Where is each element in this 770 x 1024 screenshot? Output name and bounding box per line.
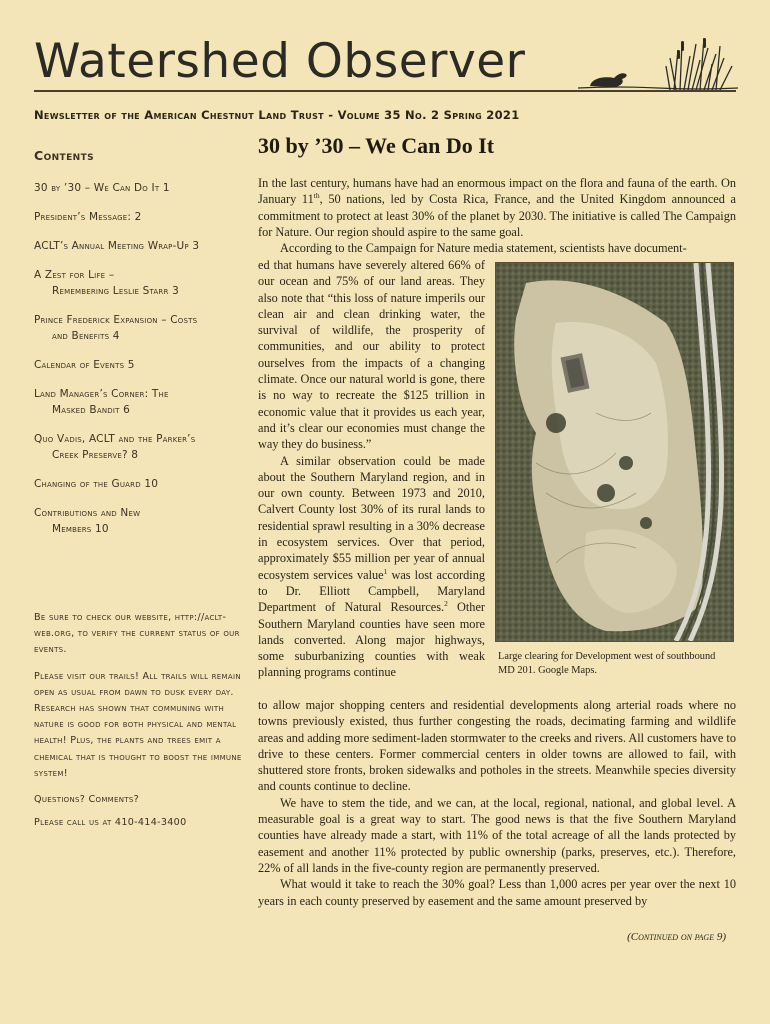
contents-item — [34, 267, 242, 299]
photo-caption: Large clearing for Development west of southbound MD 201. Google Maps. — [498, 651, 716, 676]
paragraph-1 — [258, 175, 736, 240]
contents-item-title: Prince Frederick Expansion – Costs — [34, 314, 198, 326]
aerial-clearing-image — [496, 263, 733, 641]
p3-superscript-1: 1 — [383, 566, 388, 576]
contents-item-continuation: Members 10 — [52, 523, 109, 535]
p3-text-a: A similar observation could be made about the Southern Maryland region, and in our own county. Between 1973 and 2010, Calvert County lost 30% of its rural lands to residential sprawl resulting in a 30% decrease in ecosystem services. Over that period, approximately $55 million per year of annual ecosystem services value — [258, 453, 485, 582]
newsletter-title: Watershed Observer — [34, 34, 526, 89]
masthead-rule — [34, 90, 736, 92]
contents-item — [34, 505, 242, 537]
p3-text-b: was lost according to Dr. Elliott Campbell, Maryland Department of Natural Resources. — [258, 567, 485, 615]
questions-note: Questions? Comments? — [34, 794, 139, 806]
sidebar-notes — [34, 610, 244, 841]
aerial-photo — [495, 262, 734, 642]
contents-list — [34, 180, 242, 537]
contents-item — [34, 386, 242, 418]
contents-item-title: Quo Vadis, ACLT and the Parker’s — [34, 433, 196, 445]
contents-item-title: Land Manager’s Corner: The — [34, 388, 169, 400]
contents-item-title: A Zest for Life – — [34, 269, 115, 281]
p1-superscript: th — [313, 191, 320, 201]
contents-item — [34, 431, 242, 463]
paragraph-3 — [258, 453, 485, 681]
phone-note: Please call us at 410-414-3400 — [34, 817, 187, 829]
continued-note: (Continued on page 9) — [627, 931, 726, 943]
contents-item — [34, 180, 242, 196]
article-title: 30 by ’30 – We Can Do It — [258, 133, 495, 158]
contents-item-continuation: Creek Preserve? 8 — [52, 449, 139, 461]
duck-reeds-illustration — [578, 36, 738, 98]
contents-item — [34, 209, 242, 225]
website-note: Be sure to check our website, http://acltweb.org, to verify the current status of our events. — [34, 612, 240, 656]
p1-text-b: , 50 nations, led by Costa Rica, France, and the United Kingdom announced a commitment to protect at least 30% of the planet by 2030. The initiative is called The Campaign for Nature. Our region should aspire to the same goal. — [258, 192, 736, 239]
contents-item — [34, 357, 242, 373]
contents-item — [34, 312, 242, 344]
contents-item — [34, 476, 242, 492]
p1-text-a: In the last century, humans have had an enormous impact on the flora and fauna of the earth. On January 11 — [258, 176, 736, 207]
article-intro — [258, 175, 736, 256]
contents-item-continuation: Remembering Leslie Starr 3 — [52, 285, 179, 297]
paragraph-3-cont: to allow major shopping centers and residential developments along arterial roads where no towns previously existed, thus further congesting the roads, decimating farming and wildlife areas and adding more sediment-laden stormwater to the creeks and rivers. All customers have to drive to these centers. Former commercial centers in older towns are allowed to fail, with shuttered store fronts, broken sidewalks and potholes in the streets. Meanwhile species diversity and counts continue to decline. — [258, 698, 736, 794]
paragraph-2-start: According to the Campaign for Nature media statement, scientists have document- — [280, 241, 687, 256]
paragraph-4: We have to stem the tide, and we can, at the local, regional, national, and global level. A measurable goal is a great way to start. The good news is that the five Southern Maryland counties have already made a start, with 11% of the total acreage of all the lands protected by easement and another 11% protected by public ownership (parks, preserves, etc.). Therefore, 22% of all lands in the five-county region are permanently preserved. — [258, 795, 736, 875]
p3-text-c: Other Southern Maryland counties have seen more lands converted. Along major highways, some suburbanizing counties with weak planning programs continue — [258, 600, 485, 680]
contents-item-continuation: Masked Bandit 6 — [52, 404, 131, 416]
contents-item-title: Changing of the Guard 10 — [34, 478, 159, 490]
newsletter-subtitle: Newsletter of the American Chestnut Land Trust - Volume 35 No. 2 Spring 2021 — [34, 108, 520, 122]
contents-heading: Contents — [34, 148, 94, 163]
contents-item-title: ACLT’s Annual Meeting Wrap-Up 3 — [34, 240, 200, 252]
contents-sidebar — [34, 148, 242, 550]
contents-item — [34, 238, 242, 254]
contents-item-continuation: and Benefits 4 — [52, 330, 120, 342]
p3-superscript-2: 2 — [444, 599, 448, 609]
paragraph-5: What would it take to reach the 30% goal? Less than 1,000 acres per year over the next 10 years in each county preserved by easement and the same amount preserved by — [258, 877, 736, 908]
trails-note: Please visit our trails! All trails will remain open as usual from dawn to dusk every day. Research has shown that communing with nature is good for both physical and mental health! Plus, the plants and trees emit a chemical that is thought to boost the immune system! — [34, 670, 242, 779]
contents-item-title: President’s Message: 2 — [34, 211, 142, 223]
contents-item-title: Calendar of Events 5 — [34, 359, 135, 371]
article-narrow-column — [258, 257, 485, 681]
contents-item-title: Contributions and New — [34, 507, 141, 519]
article-wide-column — [258, 697, 736, 909]
contents-item-title: 30 by ’30 – We Can Do It 1 — [34, 182, 170, 194]
paragraph-2-cont: ed that humans have severely altered 66% of our ocean and 75% of our land areas. They also note that “this loss of nature imperils our clean air and clean drinking water, the survival of wildlife, the prosperity of communities, and our ability to protect ourselves from the impacts of a changing climate. Once our natural world is gone, there is no way to recreate the $125 trillion in economic value that it provides us each year, and it’s clear our economies must change the way they do business.” — [258, 258, 485, 452]
